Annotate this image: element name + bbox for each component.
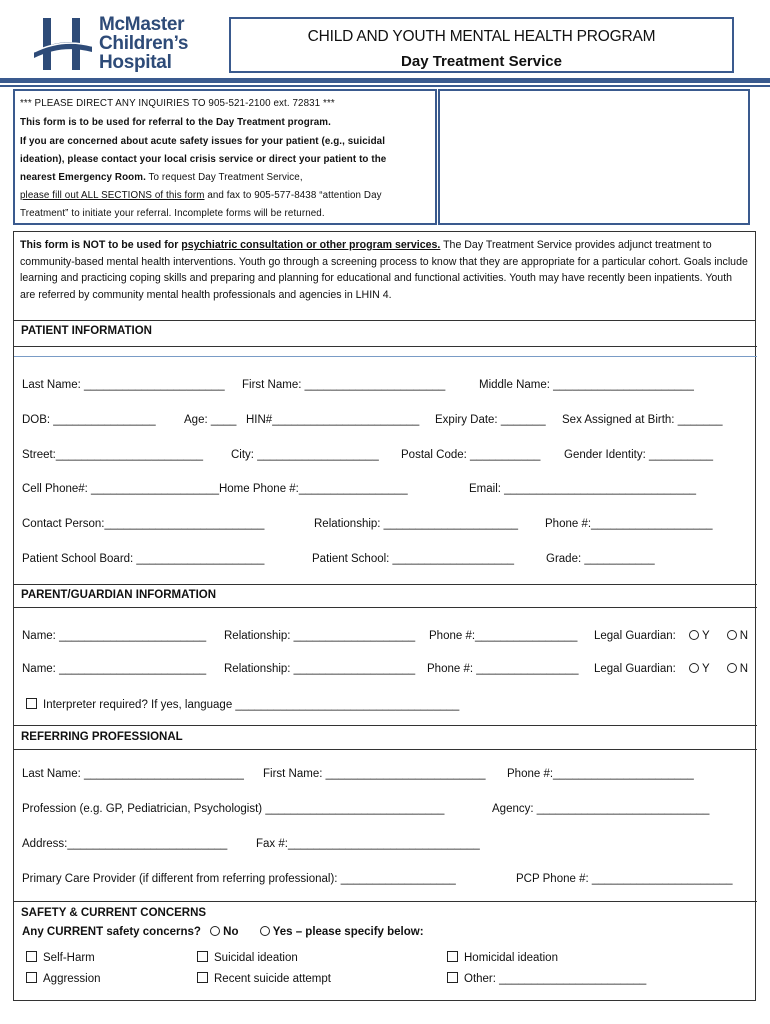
logo-line-3: Hospital	[99, 52, 172, 73]
yes-label: Y	[702, 663, 710, 675]
patient-grade-field[interactable]: Grade: ___________	[546, 553, 655, 565]
patient-phone-field[interactable]: Cell Phone#: ____________________Home Phone #:_________________	[22, 483, 408, 495]
safety-section-heading: SAFETY & CURRENT CONCERNS	[21, 907, 207, 919]
safety-yes-radio[interactable]	[260, 926, 424, 938]
logo-line-2: Children’s	[99, 33, 189, 54]
other-label: Other: _______________________	[464, 973, 647, 985]
aggression-checkbox[interactable]	[26, 972, 101, 985]
patient-expiry-field[interactable]: Expiry Date: _______	[435, 414, 546, 426]
patient-school-field[interactable]: Patient School: ___________________	[312, 553, 515, 565]
notice-not-text: This form is NOT to be used for	[20, 239, 182, 251]
no-label: N	[739, 663, 749, 675]
header-divider-thin	[0, 85, 770, 87]
guardian2-phone-field[interactable]: Phone #: ________________	[427, 663, 579, 675]
referrer-address-field[interactable]: Address:_________________________	[22, 838, 228, 850]
service-title: Day Treatment Service	[401, 53, 562, 70]
interpreter-label: Interpreter required? If yes, language ___________________________________	[43, 699, 460, 711]
mcmaster-logo-icon	[32, 16, 94, 74]
guardian2-name-field[interactable]: Name: _______________________	[22, 663, 207, 675]
safety-no-label: No	[223, 926, 239, 938]
title-box	[229, 17, 734, 73]
pcp-phone-field[interactable]: PCP Phone #: ______________________	[516, 873, 733, 885]
referrer-fax-field[interactable]: Fax #:______________________________	[256, 838, 480, 850]
radio-icon	[689, 663, 699, 673]
fax-number-text: and fax to 905-577-8438 “attention Day	[204, 190, 382, 201]
guardian1-no-radio[interactable]	[727, 630, 748, 642]
guardian1-yes-radio[interactable]	[689, 630, 709, 642]
notice-services-text: psychiatric consultation or other program services.	[181, 239, 441, 251]
blue-separator	[14, 356, 757, 357]
fax-line	[20, 190, 382, 201]
request-text: To request Day Treatment Service,	[145, 172, 303, 183]
notice-body-text: The Day Treatment Service provides adjunct treatment to community-based mental health interventions. Youth go through a screening process to know that they are appropriate for a particular cohort. Goals include learning and practicing coping skills and preparing and planning for educational and functional activities. Youth may have recently been inpatients. Youth are referred by community mental health professionals and agencies in LHIN 4.	[20, 239, 748, 301]
checkbox-icon[interactable]	[26, 698, 37, 709]
inquiries-line: *** PLEASE DIRECT ANY INQUIRIES TO 905-521-2100 ext. 72831 ***	[20, 98, 335, 109]
patient-sex-field[interactable]: Sex Assigned at Birth: _______	[562, 414, 723, 426]
guardian2-legal-field	[594, 663, 748, 675]
guardian1-relationship-field[interactable]: Relationship: ___________________	[224, 630, 416, 642]
safety-line-2: ideation), please contact your local crisis service or direct your patient to the	[20, 154, 387, 165]
notice-text	[20, 237, 750, 303]
patient-dob-field[interactable]: DOB: ________________	[22, 414, 156, 426]
safety-line-3	[20, 172, 303, 183]
guardian1-name-field[interactable]: Name: _______________________	[22, 630, 207, 642]
self-harm-label: Self-Harm	[43, 952, 95, 964]
instructions-box	[13, 89, 437, 225]
patient-hin-field[interactable]: HIN#_______________________	[246, 414, 420, 426]
no-label: N	[739, 630, 749, 642]
safety-question-label: Any CURRENT safety concerns?	[22, 926, 201, 938]
patient-street-field[interactable]: Street:_______________________	[22, 449, 203, 461]
patient-email-field[interactable]: Email: ______________________________	[469, 483, 697, 495]
fill-all-sections-text: please fill out ALL SECTIONS of this form	[20, 190, 205, 201]
checkbox-icon[interactable]	[447, 951, 458, 962]
patient-relationship-field[interactable]: Relationship: _____________________	[314, 518, 518, 530]
legal-guardian-label: Legal Guardian:	[594, 663, 676, 675]
referrer-last-name-field[interactable]: Last Name: _________________________	[22, 768, 244, 780]
radio-icon	[210, 926, 220, 936]
guardian1-legal-field	[594, 630, 748, 642]
yes-label: Y	[702, 630, 710, 642]
suicidal-checkbox[interactable]	[197, 951, 298, 964]
patient-last-name-field[interactable]: Last Name: ______________________	[22, 379, 225, 391]
office-use-box	[438, 89, 750, 225]
suicidal-label: Suicidal ideation	[214, 952, 298, 964]
referrer-first-name-field[interactable]: First Name: _________________________	[263, 768, 486, 780]
interpreter-field[interactable]	[26, 698, 459, 711]
header-divider	[0, 78, 770, 83]
legal-guardian-label: Legal Guardian:	[594, 630, 676, 642]
safety-no-radio[interactable]	[210, 926, 238, 938]
patient-school-board-field[interactable]: Patient School Board: ____________________	[22, 553, 265, 565]
referring-section-heading: REFERRING PROFESSIONAL	[14, 731, 757, 750]
safety-question	[22, 926, 424, 938]
patient-city-field[interactable]: City: ___________________	[231, 449, 379, 461]
referral-purpose-line: This form is to be used for referral to the Day Treatment program.	[20, 117, 331, 128]
section-divider	[14, 901, 757, 902]
patient-age-field[interactable]: Age: ____	[184, 414, 237, 426]
self-harm-checkbox[interactable]	[26, 951, 95, 964]
aggression-label: Aggression	[43, 973, 101, 985]
other-checkbox[interactable]	[447, 972, 646, 985]
radio-icon	[727, 630, 737, 640]
hospital-logo-text	[99, 15, 188, 72]
patient-contact-phone-field[interactable]: Phone #:___________________	[545, 518, 713, 530]
patient-contact-field[interactable]: Contact Person:_________________________	[22, 518, 265, 530]
patient-first-name-field[interactable]: First Name: ______________________	[242, 379, 446, 391]
homicidal-checkbox[interactable]	[447, 951, 558, 964]
patient-section-heading: PATIENT INFORMATION	[14, 325, 757, 347]
section-divider	[14, 725, 757, 726]
guardian2-relationship-field[interactable]: Relationship: ___________________	[224, 663, 416, 675]
pcp-field[interactable]: Primary Care Provider (if different from referring professional): __________________	[22, 873, 456, 885]
program-title: CHILD AND YOUTH MENTAL HEALTH PROGRAM	[307, 28, 656, 45]
parent-section-heading: PARENT/GUARDIAN INFORMATION	[14, 589, 757, 608]
referrer-profession-field[interactable]: Profession (e.g. GP, Pediatrician, Psychologist) ____________________________	[22, 803, 445, 815]
checkbox-icon[interactable]	[26, 972, 37, 983]
guardian2-no-radio[interactable]	[727, 663, 748, 675]
logo-line-1: McMaster	[99, 14, 185, 35]
referrer-agency-field[interactable]: Agency: ___________________________	[492, 803, 710, 815]
safety-line-1: If you are concerned about acute safety issues for your patient (e.g., suicidal	[20, 136, 386, 147]
patient-middle-name-field[interactable]: Middle Name: ______________________	[479, 379, 694, 391]
guardian1-phone-field[interactable]: Phone #:________________	[429, 630, 578, 642]
checkbox-icon[interactable]	[197, 951, 208, 962]
radio-icon	[260, 926, 270, 936]
homicidal-label: Homicidal ideation	[464, 952, 558, 964]
patient-gender-field[interactable]: Gender Identity: __________	[564, 449, 713, 461]
safety-yes-label: Yes – please specify below:	[272, 926, 424, 938]
referrer-phone-field[interactable]: Phone #:______________________	[507, 768, 694, 780]
checkbox-icon[interactable]	[447, 972, 458, 983]
referral-form	[13, 320, 756, 1001]
recent-attempt-checkbox[interactable]	[197, 972, 331, 985]
notice-box	[13, 231, 756, 321]
radio-icon	[689, 630, 699, 640]
recent-attempt-label: Recent suicide attempt	[214, 973, 331, 985]
checkbox-icon[interactable]	[26, 951, 37, 962]
checkbox-icon[interactable]	[197, 972, 208, 983]
patient-postal-field[interactable]: Postal Code: ___________	[401, 449, 541, 461]
section-divider	[14, 584, 757, 585]
emergency-room-text: nearest Emergency Room.	[20, 172, 146, 183]
guardian2-yes-radio[interactable]	[689, 663, 709, 675]
incomplete-line: Treatment” to initiate your referral. Incomplete forms will be returned.	[20, 208, 325, 219]
radio-icon	[727, 663, 737, 673]
